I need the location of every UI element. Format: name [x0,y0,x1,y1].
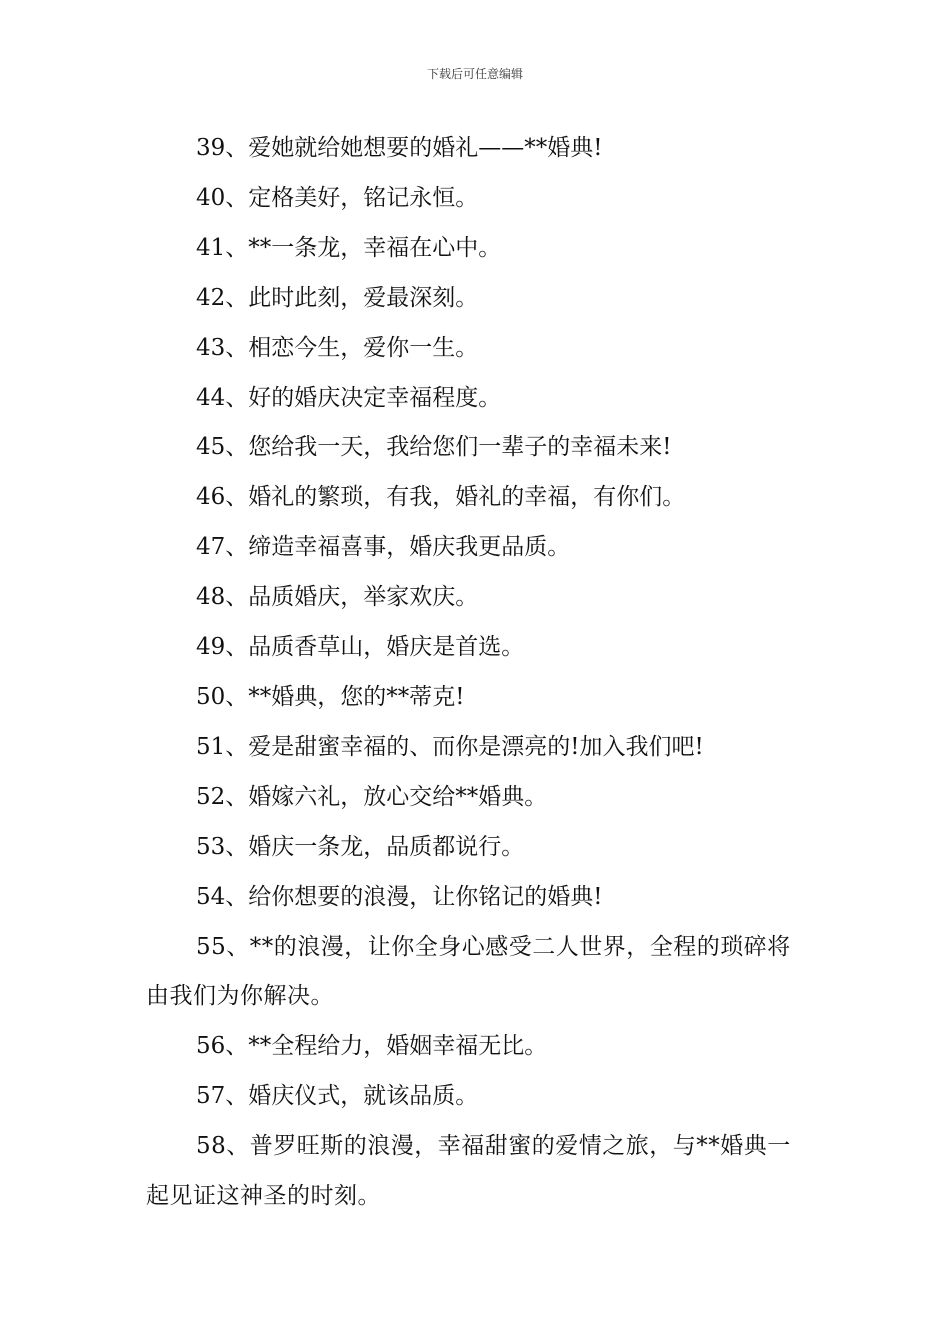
slogan-line-56: 56、**全程给力，婚姻幸福无比。 [196,1033,548,1060]
slogan-line-48: 48、品质婚庆，举家欢庆。 [196,584,479,611]
slogan-line-50: 50、**婚典，您的**蒂克! [196,683,465,710]
slogan-line-43: 43、相恋今生，爱你一生。 [196,334,479,361]
slogan-line-57: 57、婚庆仪式，就该品质。 [196,1083,479,1110]
slogan-line-39: 39、爱她就给她想要的婚礼——**婚典! [196,135,603,161]
document-body [146,124,810,1222]
slogan-line-40: 40、定格美好，铭记永恒。 [196,184,479,211]
slogan-line-49: 49、品质香草山，婚庆是首选。 [196,634,525,661]
slogan-line-44: 44、好的婚庆决定幸福程度。 [196,384,502,411]
slogan-line-42: 42、此时此刻，爱最深刻。 [196,284,479,311]
slogan-line-45: 45、您给我一天，我给您们一辈子的幸福未来! [196,434,672,461]
slogan-paragraph-58: 58、普罗旺斯的浪漫，幸福甜蜜的爱情之旅，与**婚典一起见证这神圣的时刻。 [146,1133,791,1210]
slogan-paragraph-55: 55、**的浪漫，让你全身心感受二人世界，全程的琐碎将由我们为你解决。 [146,933,791,1010]
slogan-line-51: 51、爱是甜蜜幸福的、而你是漂亮的!加入我们吧! [196,733,704,760]
slogan-line-41: 41、**一条龙，幸福在心中。 [196,234,502,261]
slogan-line-53: 53、婚庆一条龙，品质都说行。 [196,833,525,860]
slogan-line-46: 46、婚礼的繁琐，有我，婚礼的幸福，有你们。 [196,484,686,511]
slogan-line-47: 47、缔造幸福喜事，婚庆我更品质。 [196,534,571,561]
slogan-line-52: 52、婚嫁六礼，放心交给**婚典。 [196,783,548,810]
page-header: 下载后可任意编辑 [426,67,523,81]
slogan-line-54: 54、给你想要的浪漫，让你铭记的婚典! [196,883,603,910]
